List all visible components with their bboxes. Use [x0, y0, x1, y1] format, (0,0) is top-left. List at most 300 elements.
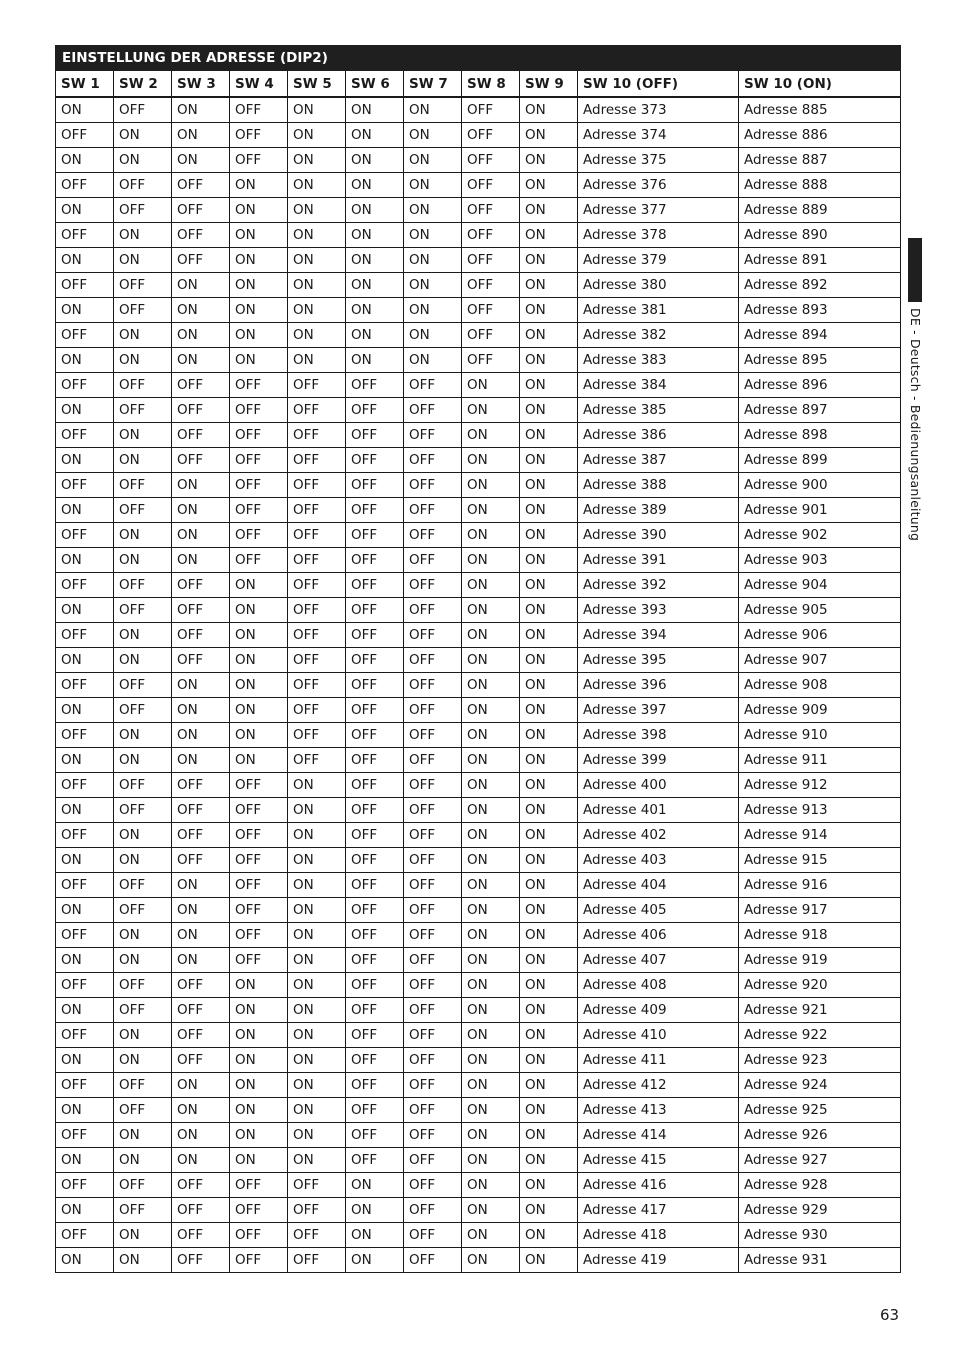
switch-state-cell: OFF	[114, 773, 172, 798]
switch-state-cell: ON	[230, 598, 288, 623]
address-cell: Adresse 900	[739, 473, 901, 498]
switch-state-cell: OFF	[172, 773, 230, 798]
address-cell: Adresse 408	[578, 973, 739, 998]
switch-state-cell: ON	[520, 998, 578, 1023]
switch-state-cell: OFF	[56, 123, 114, 148]
column-header: SW 10 (ON)	[739, 71, 901, 98]
address-cell: Adresse 898	[739, 423, 901, 448]
switch-state-cell: ON	[172, 923, 230, 948]
switch-state-cell: OFF	[346, 998, 404, 1023]
switch-state-cell: OFF	[114, 273, 172, 298]
switch-state-cell: OFF	[172, 573, 230, 598]
switch-state-cell: OFF	[172, 1173, 230, 1198]
switch-state-cell: ON	[56, 1148, 114, 1173]
switch-state-cell: ON	[462, 1073, 520, 1098]
table-header-row	[56, 71, 901, 98]
switch-state-cell: OFF	[404, 498, 462, 523]
switch-state-cell: ON	[230, 673, 288, 698]
switch-state-cell: ON	[520, 673, 578, 698]
table-row	[56, 348, 901, 373]
switch-state-cell: OFF	[404, 748, 462, 773]
switch-state-cell: ON	[346, 223, 404, 248]
table-row	[56, 648, 901, 673]
switch-state-cell: OFF	[114, 373, 172, 398]
address-cell: Adresse 887	[739, 148, 901, 173]
switch-state-cell: OFF	[346, 423, 404, 448]
address-cell: Adresse 415	[578, 1148, 739, 1173]
switch-state-cell: OFF	[230, 1173, 288, 1198]
address-cell: Adresse 411	[578, 1048, 739, 1073]
switch-state-cell: OFF	[288, 1198, 346, 1223]
switch-state-cell: OFF	[56, 623, 114, 648]
switch-state-cell: ON	[230, 223, 288, 248]
switch-state-cell: ON	[288, 223, 346, 248]
switch-state-cell: ON	[520, 848, 578, 873]
address-cell: Adresse 390	[578, 523, 739, 548]
switch-state-cell: OFF	[404, 798, 462, 823]
switch-state-cell: ON	[346, 198, 404, 223]
switch-state-cell: OFF	[56, 923, 114, 948]
switch-state-cell: ON	[288, 1148, 346, 1173]
dip-address-table	[55, 45, 901, 1273]
switch-state-cell: OFF	[346, 473, 404, 498]
table-row	[56, 498, 901, 523]
switch-state-cell: ON	[462, 1173, 520, 1198]
switch-state-cell: OFF	[288, 473, 346, 498]
switch-state-cell: ON	[230, 1073, 288, 1098]
switch-state-cell: OFF	[346, 648, 404, 673]
switch-state-cell: ON	[172, 97, 230, 123]
switch-state-cell: OFF	[404, 1098, 462, 1123]
address-cell: Adresse 915	[739, 848, 901, 873]
address-cell: Adresse 387	[578, 448, 739, 473]
switch-state-cell: ON	[56, 448, 114, 473]
switch-state-cell: OFF	[404, 1023, 462, 1048]
switch-state-cell: ON	[56, 298, 114, 323]
switch-state-cell: OFF	[288, 398, 346, 423]
switch-state-cell: ON	[230, 748, 288, 773]
switch-state-cell: ON	[520, 1148, 578, 1173]
switch-state-cell: ON	[520, 298, 578, 323]
address-cell: Adresse 899	[739, 448, 901, 473]
address-cell: Adresse 919	[739, 948, 901, 973]
table-row	[56, 798, 901, 823]
switch-state-cell: ON	[114, 248, 172, 273]
address-cell: Adresse 901	[739, 498, 901, 523]
switch-state-cell: OFF	[230, 97, 288, 123]
switch-state-cell: OFF	[288, 1248, 346, 1273]
switch-state-cell: OFF	[462, 348, 520, 373]
switch-state-cell: OFF	[404, 473, 462, 498]
switch-state-cell: ON	[462, 923, 520, 948]
column-header: SW 5	[288, 71, 346, 98]
switch-state-cell: ON	[520, 1198, 578, 1223]
switch-state-cell: OFF	[404, 1223, 462, 1248]
switch-state-cell: ON	[462, 1048, 520, 1073]
switch-state-cell: ON	[520, 948, 578, 973]
switch-state-cell: OFF	[404, 1123, 462, 1148]
switch-state-cell: ON	[56, 97, 114, 123]
switch-state-cell: OFF	[114, 1173, 172, 1198]
column-header: SW 10 (OFF)	[578, 71, 739, 98]
table-row	[56, 1173, 901, 1198]
address-cell: Adresse 890	[739, 223, 901, 248]
switch-state-cell: OFF	[346, 1098, 404, 1123]
switch-state-cell: ON	[114, 323, 172, 348]
switch-state-cell: ON	[520, 473, 578, 498]
switch-state-cell: ON	[114, 123, 172, 148]
table-row	[56, 598, 901, 623]
switch-state-cell: OFF	[346, 1073, 404, 1098]
column-header: SW 7	[404, 71, 462, 98]
address-cell: Adresse 910	[739, 723, 901, 748]
switch-state-cell: ON	[56, 398, 114, 423]
side-label-text: DE - Deutsch - Bedienungsanleitung	[908, 308, 923, 542]
switch-state-cell: OFF	[346, 1148, 404, 1173]
switch-state-cell: OFF	[56, 423, 114, 448]
switch-state-cell: ON	[520, 373, 578, 398]
switch-state-cell: ON	[114, 148, 172, 173]
switch-state-cell: ON	[114, 1148, 172, 1173]
switch-state-cell: OFF	[404, 1198, 462, 1223]
address-cell: Adresse 393	[578, 598, 739, 623]
switch-state-cell: ON	[462, 773, 520, 798]
switch-state-cell: OFF	[172, 248, 230, 273]
page-number: 63	[880, 1306, 900, 1324]
table-body	[56, 97, 901, 1273]
switch-state-cell: ON	[172, 873, 230, 898]
table-title-row	[56, 46, 901, 71]
address-cell: Adresse 926	[739, 1123, 901, 1148]
switch-state-cell: OFF	[172, 598, 230, 623]
switch-state-cell: OFF	[172, 173, 230, 198]
address-cell: Adresse 888	[739, 173, 901, 198]
switch-state-cell: OFF	[404, 823, 462, 848]
switch-state-cell: OFF	[114, 473, 172, 498]
switch-state-cell: OFF	[114, 1073, 172, 1098]
switch-state-cell: ON	[462, 873, 520, 898]
switch-state-cell: OFF	[288, 698, 346, 723]
switch-state-cell: OFF	[404, 848, 462, 873]
switch-state-cell: ON	[172, 948, 230, 973]
switch-state-cell: ON	[56, 498, 114, 523]
table-row	[56, 848, 901, 873]
switch-state-cell: ON	[288, 848, 346, 873]
switch-state-cell: ON	[172, 523, 230, 548]
table-row	[56, 473, 901, 498]
address-cell: Adresse 381	[578, 298, 739, 323]
switch-state-cell: OFF	[404, 948, 462, 973]
switch-state-cell: OFF	[230, 498, 288, 523]
switch-state-cell: OFF	[462, 97, 520, 123]
switch-state-cell: OFF	[114, 198, 172, 223]
address-cell: Adresse 404	[578, 873, 739, 898]
switch-state-cell: OFF	[346, 498, 404, 523]
switch-state-cell: OFF	[288, 548, 346, 573]
switch-state-cell: OFF	[230, 948, 288, 973]
address-cell: Adresse 405	[578, 898, 739, 923]
switch-state-cell: ON	[230, 1123, 288, 1148]
switch-state-cell: ON	[114, 423, 172, 448]
table-row	[56, 398, 901, 423]
switch-state-cell: ON	[462, 1223, 520, 1248]
switch-state-cell: OFF	[114, 173, 172, 198]
switch-state-cell: OFF	[346, 673, 404, 698]
switch-state-cell: ON	[462, 898, 520, 923]
switch-state-cell: ON	[346, 1173, 404, 1198]
switch-state-cell: OFF	[230, 773, 288, 798]
switch-state-cell: ON	[288, 948, 346, 973]
switch-state-cell: ON	[346, 123, 404, 148]
address-cell: Adresse 374	[578, 123, 739, 148]
switch-state-cell: ON	[520, 873, 578, 898]
switch-state-cell: ON	[114, 523, 172, 548]
switch-state-cell: OFF	[404, 398, 462, 423]
switch-state-cell: ON	[56, 248, 114, 273]
switch-state-cell: OFF	[230, 923, 288, 948]
switch-state-cell: OFF	[172, 998, 230, 1023]
switch-state-cell: ON	[114, 223, 172, 248]
address-cell: Adresse 913	[739, 798, 901, 823]
table-row	[56, 823, 901, 848]
switch-state-cell: ON	[230, 723, 288, 748]
switch-state-cell: ON	[462, 623, 520, 648]
switch-state-cell: OFF	[462, 323, 520, 348]
switch-state-cell: ON	[230, 273, 288, 298]
switch-state-cell: ON	[56, 1098, 114, 1123]
address-cell: Adresse 399	[578, 748, 739, 773]
switch-state-cell: ON	[520, 798, 578, 823]
switch-state-cell: OFF	[404, 998, 462, 1023]
switch-state-cell: OFF	[172, 1023, 230, 1048]
side-section-label	[904, 308, 926, 558]
address-cell: Adresse 906	[739, 623, 901, 648]
switch-state-cell: OFF	[346, 798, 404, 823]
switch-state-cell: OFF	[172, 1223, 230, 1248]
switch-state-cell: OFF	[230, 423, 288, 448]
switch-state-cell: OFF	[404, 873, 462, 898]
switch-state-cell: OFF	[346, 898, 404, 923]
address-cell: Adresse 389	[578, 498, 739, 523]
switch-state-cell: ON	[288, 248, 346, 273]
table-row	[56, 298, 901, 323]
switch-state-cell: ON	[346, 1223, 404, 1248]
switch-state-cell: ON	[462, 598, 520, 623]
address-cell: Adresse 909	[739, 698, 901, 723]
switch-state-cell: OFF	[172, 973, 230, 998]
switch-state-cell: OFF	[346, 1048, 404, 1073]
switch-state-cell: OFF	[172, 623, 230, 648]
address-cell: Adresse 375	[578, 148, 739, 173]
address-cell: Adresse 904	[739, 573, 901, 598]
switch-state-cell: ON	[288, 1098, 346, 1123]
switch-state-cell: ON	[56, 148, 114, 173]
switch-state-cell: ON	[288, 123, 346, 148]
switch-state-cell: OFF	[172, 823, 230, 848]
switch-state-cell: OFF	[404, 723, 462, 748]
switch-state-cell: OFF	[230, 548, 288, 573]
switch-state-cell: OFF	[288, 1173, 346, 1198]
switch-state-cell: OFF	[346, 448, 404, 473]
switch-state-cell: OFF	[404, 773, 462, 798]
switch-state-cell: ON	[114, 1223, 172, 1248]
table-row	[56, 323, 901, 348]
switch-state-cell: ON	[288, 798, 346, 823]
switch-state-cell: OFF	[172, 448, 230, 473]
switch-state-cell: ON	[520, 97, 578, 123]
switch-state-cell: ON	[288, 323, 346, 348]
switch-state-cell: OFF	[114, 97, 172, 123]
switch-state-cell: OFF	[172, 223, 230, 248]
switch-state-cell: OFF	[56, 673, 114, 698]
switch-state-cell: OFF	[288, 498, 346, 523]
switch-state-cell: ON	[404, 198, 462, 223]
switch-state-cell: ON	[56, 998, 114, 1023]
switch-state-cell: ON	[520, 173, 578, 198]
column-header: SW 6	[346, 71, 404, 98]
switch-state-cell: OFF	[56, 1223, 114, 1248]
table-row	[56, 723, 901, 748]
switch-state-cell: OFF	[404, 548, 462, 573]
address-cell: Adresse 406	[578, 923, 739, 948]
switch-state-cell: OFF	[288, 673, 346, 698]
switch-state-cell: OFF	[172, 373, 230, 398]
address-cell: Adresse 401	[578, 798, 739, 823]
switch-state-cell: OFF	[56, 473, 114, 498]
switch-state-cell: ON	[56, 548, 114, 573]
switch-state-cell: ON	[346, 1198, 404, 1223]
switch-state-cell: ON	[520, 598, 578, 623]
switch-state-cell: ON	[114, 1048, 172, 1073]
switch-state-cell: ON	[230, 1048, 288, 1073]
switch-state-cell: OFF	[346, 698, 404, 723]
switch-state-cell: ON	[462, 1123, 520, 1148]
switch-state-cell: ON	[56, 198, 114, 223]
column-header: SW 3	[172, 71, 230, 98]
switch-state-cell: ON	[172, 1073, 230, 1098]
switch-state-cell: ON	[288, 173, 346, 198]
switch-state-cell: ON	[520, 223, 578, 248]
switch-state-cell: ON	[462, 498, 520, 523]
address-cell: Adresse 892	[739, 273, 901, 298]
switch-state-cell: OFF	[56, 1023, 114, 1048]
switch-state-cell: ON	[230, 1023, 288, 1048]
address-cell: Adresse 894	[739, 323, 901, 348]
switch-state-cell: ON	[520, 973, 578, 998]
switch-state-cell: ON	[462, 1148, 520, 1173]
table-row	[56, 1023, 901, 1048]
switch-state-cell: ON	[404, 323, 462, 348]
switch-state-cell: OFF	[288, 573, 346, 598]
address-cell: Adresse 373	[578, 97, 739, 123]
address-cell: Adresse 384	[578, 373, 739, 398]
switch-state-cell: OFF	[114, 673, 172, 698]
switch-state-cell: OFF	[230, 848, 288, 873]
switch-state-cell: ON	[462, 473, 520, 498]
address-cell: Adresse 918	[739, 923, 901, 948]
switch-state-cell: OFF	[230, 898, 288, 923]
switch-state-cell: OFF	[346, 598, 404, 623]
switch-state-cell: OFF	[114, 498, 172, 523]
switch-state-cell: ON	[288, 1023, 346, 1048]
address-cell: Adresse 412	[578, 1073, 739, 1098]
table-row	[56, 1073, 901, 1098]
switch-state-cell: OFF	[288, 523, 346, 548]
address-cell: Adresse 916	[739, 873, 901, 898]
switch-state-cell: OFF	[346, 773, 404, 798]
address-cell: Adresse 896	[739, 373, 901, 398]
address-cell: Adresse 897	[739, 398, 901, 423]
switch-state-cell: OFF	[346, 823, 404, 848]
switch-state-cell: OFF	[462, 273, 520, 298]
switch-state-cell: ON	[288, 973, 346, 998]
switch-state-cell: OFF	[404, 673, 462, 698]
address-cell: Adresse 398	[578, 723, 739, 748]
address-cell: Adresse 922	[739, 1023, 901, 1048]
switch-state-cell: ON	[56, 948, 114, 973]
switch-state-cell: OFF	[230, 823, 288, 848]
switch-state-cell: OFF	[172, 648, 230, 673]
table-row	[56, 123, 901, 148]
switch-state-cell: ON	[172, 723, 230, 748]
address-cell: Adresse 928	[739, 1173, 901, 1198]
switch-state-cell: OFF	[56, 723, 114, 748]
switch-state-cell: ON	[288, 1048, 346, 1073]
switch-state-cell: OFF	[230, 148, 288, 173]
switch-state-cell: ON	[520, 273, 578, 298]
table-row	[56, 548, 901, 573]
switch-state-cell: OFF	[230, 798, 288, 823]
switch-state-cell: ON	[462, 648, 520, 673]
switch-state-cell: ON	[346, 348, 404, 373]
switch-state-cell: OFF	[346, 923, 404, 948]
switch-state-cell: ON	[114, 548, 172, 573]
address-cell: Adresse 893	[739, 298, 901, 323]
switch-state-cell: ON	[346, 298, 404, 323]
address-cell: Adresse 895	[739, 348, 901, 373]
switch-state-cell: ON	[172, 298, 230, 323]
switch-state-cell: ON	[346, 273, 404, 298]
address-cell: Adresse 920	[739, 973, 901, 998]
switch-state-cell: ON	[230, 623, 288, 648]
switch-state-cell: OFF	[404, 448, 462, 473]
switch-state-cell: ON	[346, 323, 404, 348]
address-cell: Adresse 917	[739, 898, 901, 923]
table-row	[56, 998, 901, 1023]
switch-state-cell: OFF	[56, 173, 114, 198]
switch-state-cell: OFF	[230, 123, 288, 148]
table-row	[56, 1148, 901, 1173]
address-cell: Adresse 397	[578, 698, 739, 723]
switch-state-cell: ON	[288, 97, 346, 123]
switch-state-cell: ON	[172, 498, 230, 523]
switch-state-cell: ON	[56, 898, 114, 923]
address-cell: Adresse 414	[578, 1123, 739, 1148]
switch-state-cell: OFF	[288, 423, 346, 448]
switch-state-cell: ON	[462, 948, 520, 973]
address-cell: Adresse 382	[578, 323, 739, 348]
switch-state-cell: OFF	[56, 1073, 114, 1098]
address-cell: Adresse 379	[578, 248, 739, 273]
table-row	[56, 898, 901, 923]
switch-state-cell: ON	[520, 898, 578, 923]
column-header: SW 2	[114, 71, 172, 98]
switch-state-cell: ON	[56, 648, 114, 673]
switch-state-cell: ON	[114, 348, 172, 373]
switch-state-cell: ON	[172, 548, 230, 573]
table-row	[56, 198, 901, 223]
switch-state-cell: OFF	[230, 1223, 288, 1248]
